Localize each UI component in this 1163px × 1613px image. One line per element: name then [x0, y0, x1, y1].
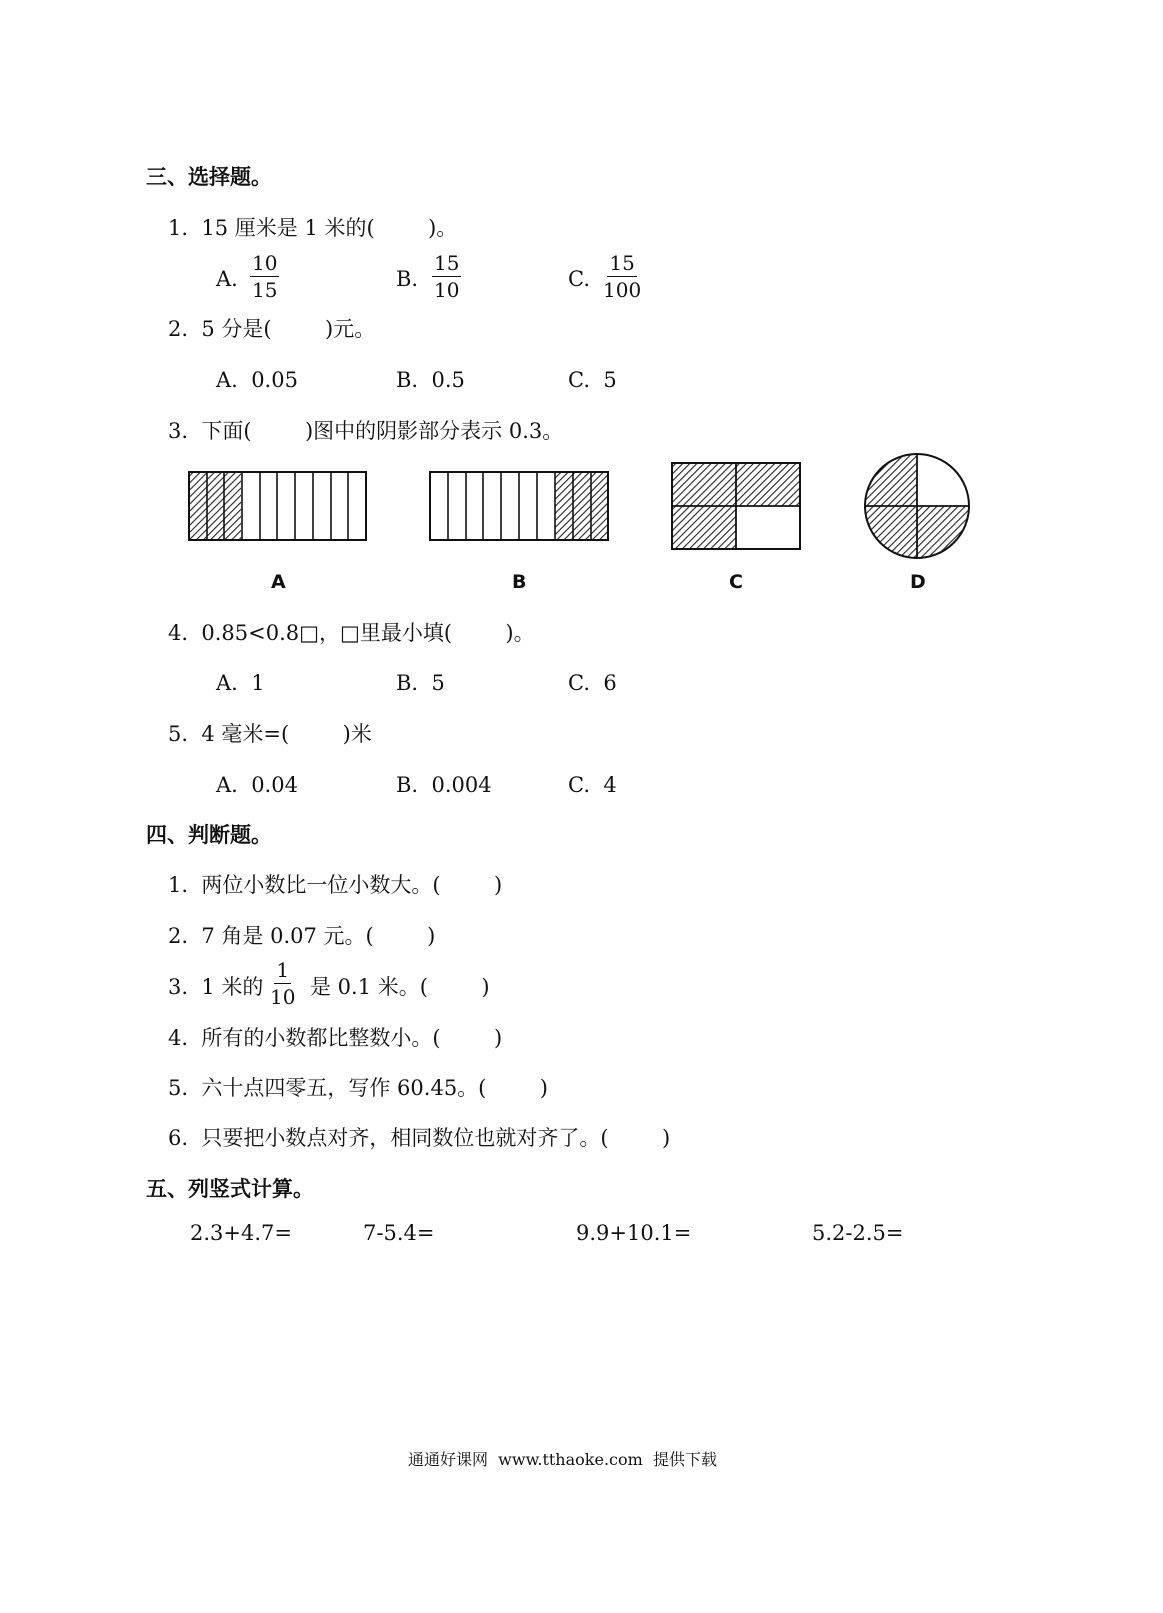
option-b: B. 5 — [396, 671, 445, 695]
judgment-item-1: 1. 两位小数比一位小数大。( ) — [168, 873, 503, 897]
calc-expression-3: 9.9+10.1= — [576, 1221, 692, 1245]
question-3-3-stem: 3. 下面( )图中的阴影部分表示 0.3。 — [168, 419, 564, 443]
figure-b — [430, 472, 608, 540]
calc-expression-4: 5.2-2.5= — [812, 1221, 904, 1245]
fraction-numerator: 15 — [609, 251, 635, 275]
option-a: A. 0.04 — [216, 773, 298, 797]
judgment-item-3: 3. 1 米的 — [168, 975, 264, 999]
question-3-2-stem: 2. 5 分是( )元。 — [168, 317, 376, 341]
option-a: A. 0.05 — [216, 368, 298, 392]
shaded-figures — [0, 0, 1163, 620]
question-3-1-stem: 1. 15 厘米是 1 米的( )。 — [168, 216, 458, 240]
judgment-item-3-fraction — [270, 958, 295, 1009]
figure-d — [865, 454, 969, 558]
option-c: C. 4 — [568, 773, 617, 797]
judgment-item-3-rest: 是 0.1 米。( ) — [310, 975, 490, 999]
option-a: A. 1 — [216, 671, 265, 695]
figure-label-c: C — [729, 571, 743, 593]
option-c-label: C. — [568, 267, 590, 291]
option-b: B. 0.004 — [396, 773, 492, 797]
calc-expression-2: 7-5.4= — [363, 1221, 435, 1245]
fraction-denominator: 15 — [252, 278, 278, 302]
fraction-denominator: 10 — [434, 278, 460, 302]
figure-c — [672, 463, 800, 549]
question-3-5-stem: 5. 4 毫米=( )米 — [168, 722, 372, 746]
option-c: C. 6 — [568, 671, 617, 695]
option-a-label: A. — [216, 267, 238, 291]
section-3-title: 三、选择题。 — [146, 165, 272, 189]
calc-expression-1: 2.3+4.7= — [190, 1221, 292, 1245]
fraction-denominator: 10 — [270, 985, 296, 1009]
section-4-title: 四、判断题。 — [146, 823, 272, 847]
figure-label-a: A — [271, 571, 286, 593]
option-c: C. 5 — [568, 368, 617, 392]
judgment-item-6: 6. 只要把小数点对齐，相同数位也就对齐了。( ) — [168, 1126, 671, 1150]
fraction-denominator: 100 — [603, 278, 642, 302]
judgment-item-2: 2. 7 角是 0.07 元。( ) — [168, 924, 436, 948]
option-b: B. 0.5 — [396, 368, 465, 392]
footer-source: 通通好课网 www.tthaoke.com 提供下载 — [408, 1450, 717, 1469]
judgment-item-4: 4. 所有的小数都比整数小。( ) — [168, 1026, 503, 1050]
judgment-item-5: 5. 六十点四零五，写作 60.45。( ) — [168, 1076, 548, 1100]
fraction-numerator: 15 — [434, 251, 460, 275]
fraction-numerator: 10 — [252, 251, 278, 275]
section-5-title: 五、列竖式计算。 — [146, 1177, 314, 1201]
option-b-label: B. — [396, 267, 419, 291]
figure-label-d: D — [910, 571, 926, 593]
fraction-numerator: 1 — [276, 958, 290, 982]
figure-a — [189, 472, 366, 540]
figure-label-b: B — [512, 571, 527, 593]
question-3-4-stem: 4. 0.85<0.8□，□里最小填( )。 — [168, 621, 535, 645]
